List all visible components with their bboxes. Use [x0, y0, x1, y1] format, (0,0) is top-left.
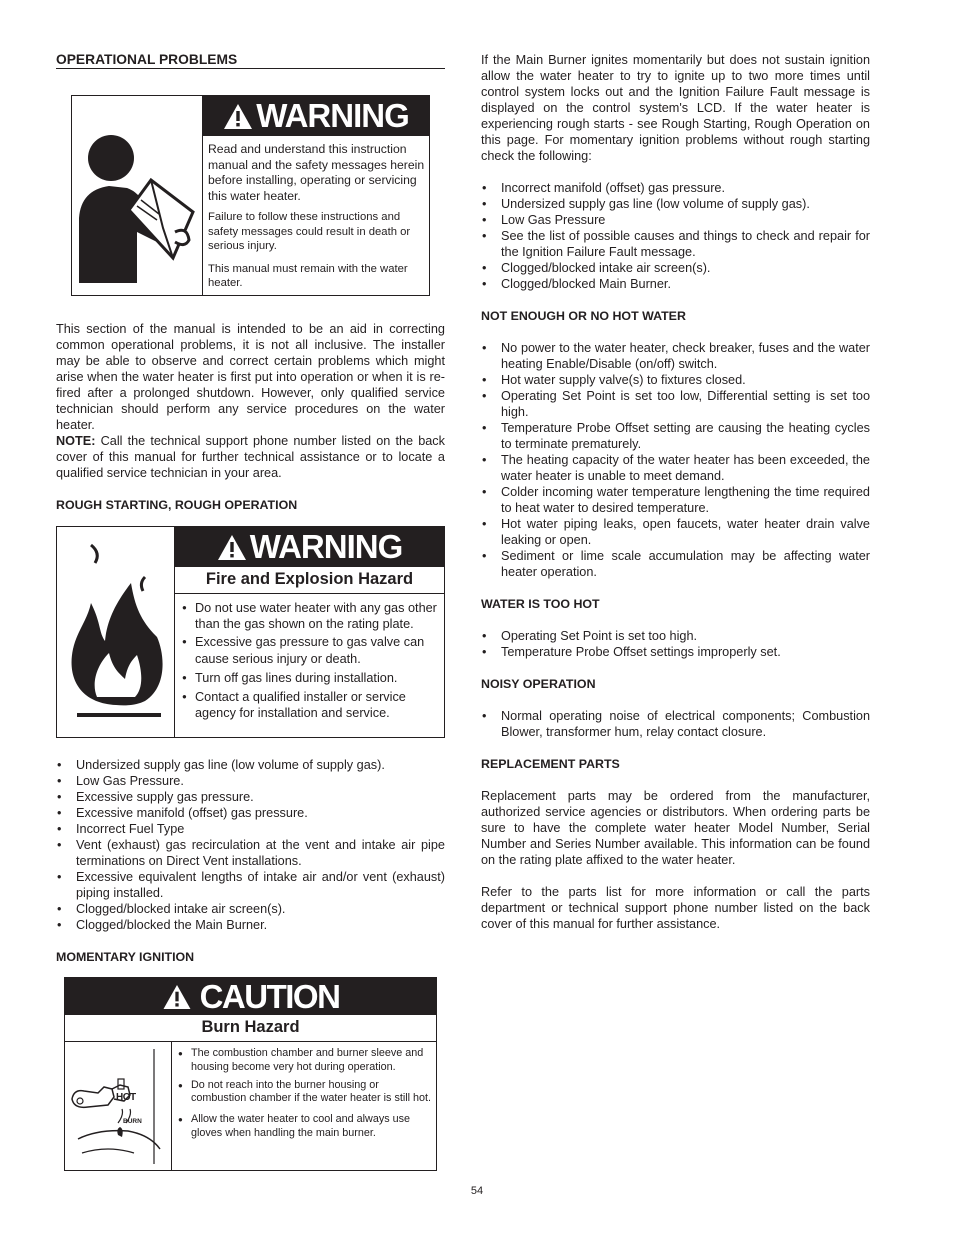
warning-content [175, 527, 444, 737]
water-too-hot-list [481, 628, 870, 660]
hot-surface-hand-icon [65, 1042, 172, 1170]
list-item: • Sediment or lime scale accumulation may be affecting water heater operation. [481, 548, 870, 580]
list-item: ● Do not reach into the burner housing or combustion chamber if the water heater is still hot. [175, 1079, 432, 1107]
list-item: • Normal operating noise of electrical components; Combustion Blower, transformer hum, relay contact closure. [481, 708, 870, 740]
warning-message: This manual must remain with the water heater. [208, 262, 408, 290]
section-heading-water-too-hot: WATER IS TOO HOT [481, 597, 600, 611]
section-heading-operational-problems: OPERATIONAL PROBLEMS [56, 52, 445, 69]
hazard-title: Fire and Explosion Hazard [175, 567, 444, 594]
no-hot-water-list [481, 340, 870, 580]
note-label: NOTE: [56, 434, 96, 448]
list-item: • Operating Set Point is set too low, Differential setting is set too high. [481, 388, 870, 420]
list-item: • Excessive supply gas pressure. [56, 789, 445, 805]
warning-content [203, 96, 429, 295]
rough-causes-list [56, 757, 445, 933]
list-item: ● Contact a qualified installer or service agency for installation and service. [179, 689, 439, 721]
warning-label: WARNING [249, 528, 403, 565]
list-item: • Excessive equivalent lengths of intake air and/or vent (exhaust) piping installed. [56, 869, 445, 901]
section-heading-rough-starting: ROUGH STARTING, ROUGH OPERATION [56, 498, 298, 512]
list-item: • Operating Set Point is set too high. [481, 628, 870, 644]
list-item: • Incorrect manifold (offset) gas pressure. [481, 180, 870, 196]
intro-paragraph: This section of the manual is intended to be an aid in correcting common operational problems, it is not all inclusive. The installer may be able to observe and correct certain problems which might arise when the water heater is first put into operation or when it is re-fired after a prolonged shutdown. However, only qualified service technician should perform any service procedures on the water heater. [56, 322, 445, 432]
page-number: 54 [470, 1185, 484, 1197]
replacement-parts-paragraph: Refer to the parts list for more information or call the parts department or technical support phone number listed on the back cover of this manual for further assistance. [481, 885, 870, 931]
hot-label: HOT [116, 1092, 136, 1103]
list-item: • Clogged/blocked intake air screen(s). [481, 260, 870, 276]
warning-box-fire-explosion [56, 526, 445, 738]
section-heading-replacement-parts: REPLACEMENT PARTS [481, 757, 620, 771]
list-item: • Temperature Probe Offset setting are causing the heating cycles to terminate prematurely. [481, 420, 870, 452]
list-item: • Low Gas Pressure [481, 212, 870, 228]
warning-box-manual [71, 95, 430, 296]
flame-icon [57, 527, 175, 737]
list-item: ● The combustion chamber and burner sleeve and housing become very hot during operation. [175, 1047, 432, 1075]
list-item: • Temperature Probe Offset settings improperly set. [481, 644, 870, 660]
list-item: • No power to the water heater, check breaker, fuses and the water heating Enable/Disable (on/off) switch. [481, 340, 870, 372]
list-item: ● Excessive gas pressure to gas valve can cause serious injury or death. [179, 634, 439, 666]
warning-triangle-icon [217, 534, 247, 561]
list-item: • Colder incoming water temperature lengthening the time required to heat water to desired temperature. [481, 484, 870, 516]
list-item: • Excessive manifold (offset) gas pressure. [56, 805, 445, 821]
burn-hazard-list [172, 1042, 436, 1170]
list-item: ● Do not use water heater with any gas other than the gas shown on the rating plate. [179, 600, 439, 632]
list-item: • Hot water supply valve(s) to fixtures closed. [481, 372, 870, 388]
list-item: • Undersized supply gas line (low volume of supply gas). [481, 196, 870, 212]
list-item: • Clogged/blocked intake air screen(s). [56, 901, 445, 917]
list-item: • The heating capacity of the water heater has been exceeded, the water heater is unable to meet demand. [481, 452, 870, 484]
momentary-ignition-paragraph: If the Main Burner ignites momentarily but does not sustain ignition allow the water heater to try to ignite up to two more times until control system locks out and the Ignition Failure Fault message is displayed on the control system's LCD. If the water heater is experiencing rough starts - see Rough Starting, Rough Operation on this page. For momentary ignition problems without rough starting check the following: [481, 53, 870, 163]
section-heading-noisy-operation: NOISY OPERATION [481, 677, 596, 691]
list-item: • Incorrect Fuel Type [56, 821, 445, 837]
reading-person-icon [72, 96, 203, 295]
momentary-ignition-list [481, 180, 870, 292]
caution-banner [65, 978, 436, 1015]
hazard-list [175, 594, 444, 721]
list-item: ● Allow the water heater to cool and always use gloves when handling the main burner. [175, 1113, 432, 1141]
list-item: • Vent (exhaust) gas recirculation at the vent and intake air pipe terminations on Direct Vent installations. [56, 837, 445, 869]
note-paragraph [56, 433, 445, 481]
hazard-title: Burn Hazard [65, 1015, 436, 1042]
list-item: • See the list of possible causes and things to check and repair for the Ignition Failure Fault message. [481, 228, 870, 260]
note-text: Call the technical support phone number listed on the back cover of this manual for further technical assistance or to locate a qualified service technician in your area. [56, 434, 445, 480]
list-item: • Hot water piping leaks, open faucets, water heater drain valve leaking or open. [481, 516, 870, 548]
caution-box-burn-hazard [64, 977, 437, 1171]
list-item: • Clogged/blocked Main Burner. [481, 276, 870, 292]
warning-banner [175, 527, 444, 567]
noisy-operation-list [481, 708, 870, 740]
section-heading-no-hot-water: NOT ENOUGH OR NO HOT WATER [481, 309, 686, 323]
section-heading-momentary-ignition: MOMENTARY IGNITION [56, 950, 195, 964]
list-item: • Clogged/blocked the Main Burner. [56, 917, 445, 933]
list-item: • Low Gas Pressure. [56, 773, 445, 789]
burn-label: BURN [123, 1118, 142, 1125]
warning-message: Read and understand this instruction manual and the safety messages herein before installing, operating or servicing this water heater. [208, 142, 425, 203]
right-column [481, 52, 870, 932]
warning-banner [203, 96, 429, 136]
caution-label: CAUTION [199, 977, 340, 1015]
list-item: • Undersized supply gas line (low volume of supply gas). [56, 757, 445, 773]
warning-triangle-icon [223, 103, 253, 130]
list-item: ● Turn off gas lines during installation. [179, 670, 439, 686]
warning-message: Failure to follow these instructions and safety messages could result in death or serious injury. [208, 211, 411, 253]
warning-label: WARNING [256, 97, 409, 134]
caution-triangle-icon [162, 984, 192, 1010]
replacement-parts-paragraph: Replacement parts may be ordered from the manufacturer, authorized service agencies or distributors. When ordering parts be sure to have the complete water heater Model Number, Serial Number and Series Number available. This information can be found on the rating plate affixed to the water heater. [481, 789, 870, 867]
left-column [56, 52, 445, 1171]
